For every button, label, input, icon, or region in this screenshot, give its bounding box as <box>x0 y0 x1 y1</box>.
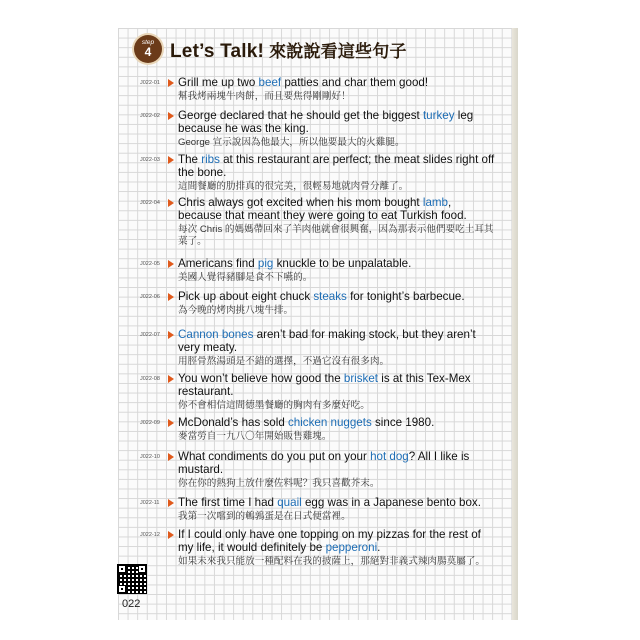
sentence-text: knuckle to be unpalatable. <box>273 257 412 270</box>
keyword: beef <box>258 76 282 89</box>
sentence-text: ? All I like is mustard. <box>178 450 470 476</box>
sentence-text: leg because he was the king. <box>178 109 474 135</box>
sentence-id: J022-08 <box>140 376 160 382</box>
sentence-english <box>178 529 498 555</box>
sentence-english <box>178 451 498 477</box>
sentence-text: What condiments do you put on your <box>178 450 371 463</box>
play-arrow-icon <box>168 199 174 207</box>
sentence-id: J022-04 <box>140 200 160 206</box>
sentence-english <box>178 497 498 510</box>
play-arrow-icon <box>168 156 174 164</box>
sentence-english <box>178 291 498 304</box>
sentence-text: If I could only have one topping on my pizzas for the rest of my life, it would definitely be <box>178 528 481 554</box>
sentence-chinese: 為今晚的烤肉挑八塊牛排。 <box>178 304 294 316</box>
page-edge <box>512 28 518 620</box>
sentence-text: Grill me up two <box>178 76 259 89</box>
play-arrow-icon <box>168 531 174 539</box>
sentence-text: since 1980. <box>371 416 435 429</box>
keyword: steaks <box>313 290 347 303</box>
play-arrow-icon <box>168 331 174 339</box>
sentence-id: J022-10 <box>140 454 160 460</box>
sentence-chinese: 我第一次嚐到的鵪鶉蛋是在日式便當裡。 <box>178 510 351 522</box>
sentence-chinese: 這間餐廳的肋排真的很完美，很輕易地就肉骨分離了。 <box>178 180 409 192</box>
book-page <box>118 28 518 620</box>
sentence-text: Americans find <box>178 257 258 270</box>
sentence-english <box>178 329 498 355</box>
sentence-chinese: 每次 Chris 的媽媽帶回來了羊肉他就會很興奮，因為那表示他們要吃土耳其菜了。 <box>178 223 494 247</box>
keyword: Cannon bones <box>178 328 254 341</box>
step-number: 4 <box>144 45 152 59</box>
sentence-text: You won’t believe how good the <box>178 372 344 385</box>
sentence-text: The <box>178 153 202 166</box>
play-arrow-icon <box>168 499 174 507</box>
sentence-text: for tonight’s barbecue. <box>346 290 465 303</box>
sentence-chinese: 用脛骨熬湯頭是不錯的選擇，不過它沒有很多肉。 <box>178 355 390 367</box>
keyword: pepperoni <box>325 540 378 554</box>
keyword: pig <box>257 257 274 270</box>
sentence-text: . <box>377 540 381 554</box>
sentence-chinese: 麥當勞自一九八〇年開始販售雞塊。 <box>178 430 332 442</box>
section-title <box>170 37 407 63</box>
keyword: turkey <box>422 109 455 122</box>
sentence-id: J022-06 <box>140 294 160 300</box>
sentence-chinese: 如果未來我只能放一種配料在我的披薩上，那絕對非義式辣肉腸莫屬了。 <box>178 555 485 567</box>
keyword: lamb <box>422 196 449 209</box>
keyword: hot dog <box>370 450 409 463</box>
sentence-id: J022-12 <box>140 532 160 538</box>
sentence-id: J022-01 <box>140 80 160 86</box>
keyword: quail <box>277 496 302 509</box>
play-arrow-icon <box>168 112 174 120</box>
sentence-english <box>178 373 498 399</box>
sentence-text: , because that meant they were going to eat Turkish food. <box>178 196 467 222</box>
step-label: step <box>141 39 155 46</box>
sentence-chinese: 你在你的熱狗上放什麼佐料呢？我只喜歡芥末。 <box>178 477 380 489</box>
sentence-text: is at this Tex-Mex restaurant. <box>178 372 471 398</box>
sentence-english <box>178 417 498 430</box>
sentence-id: J022-02 <box>140 113 160 119</box>
keyword: brisket <box>343 372 379 385</box>
section-title-zh: 來說說看這些句子 <box>269 42 407 61</box>
sentence-chinese: 美國人覺得豬腳是食不下嚥的。 <box>178 271 313 283</box>
sentence-chinese: 幫我烤兩塊牛肉餅，而且要焦得剛剛好！ <box>178 90 351 102</box>
sentence-text: George declared that he should get the biggest <box>178 109 423 122</box>
sentence-chinese: 你不會相信這間德墨餐廳的胸肉有多麼好吃。 <box>178 399 370 411</box>
qr-code-icon <box>118 565 146 593</box>
sentence-id: J022-05 <box>140 261 160 267</box>
sentence-english <box>178 258 498 271</box>
page-number: 022 <box>122 598 141 610</box>
play-arrow-icon <box>168 293 174 301</box>
step-badge <box>134 35 162 63</box>
sentence-text: The first time I had <box>178 496 278 509</box>
sentence-text: Pick up about eight chuck <box>178 290 314 303</box>
sentence-english <box>178 77 498 90</box>
sentence-text: at this restaurant are perfect; the meat slides right off the bone. <box>178 153 495 179</box>
keyword: chicken nuggets <box>287 416 372 429</box>
sentence-text: aren’t bad for making stock, but they aren’t very meaty. <box>178 328 476 354</box>
section-title-en: Let’s Talk! <box>170 41 265 62</box>
sentence-id: J022-07 <box>140 332 160 338</box>
sentence-english <box>178 110 498 136</box>
sentence-text: McDonald’s has sold <box>178 416 288 429</box>
sentence-chinese: George 宣示說因為他最大，所以他要最大的火雞腿。 <box>178 136 405 148</box>
sentence-text: Chris always got excited when his mom bought <box>178 196 423 209</box>
sentence-english <box>178 197 498 223</box>
play-arrow-icon <box>168 375 174 383</box>
play-arrow-icon <box>168 419 174 427</box>
play-arrow-icon <box>168 453 174 461</box>
sentence-id: J022-11 <box>140 500 160 506</box>
sentence-english <box>178 154 498 180</box>
sentence-id: J022-09 <box>140 420 160 426</box>
keyword: ribs <box>201 153 220 166</box>
play-arrow-icon <box>168 260 174 268</box>
play-arrow-icon <box>168 79 174 87</box>
sentence-text: egg was in a Japanese bento box. <box>301 496 481 509</box>
sentence-id: J022-03 <box>140 157 160 163</box>
sentence-text: patties and char them good! <box>281 76 429 89</box>
